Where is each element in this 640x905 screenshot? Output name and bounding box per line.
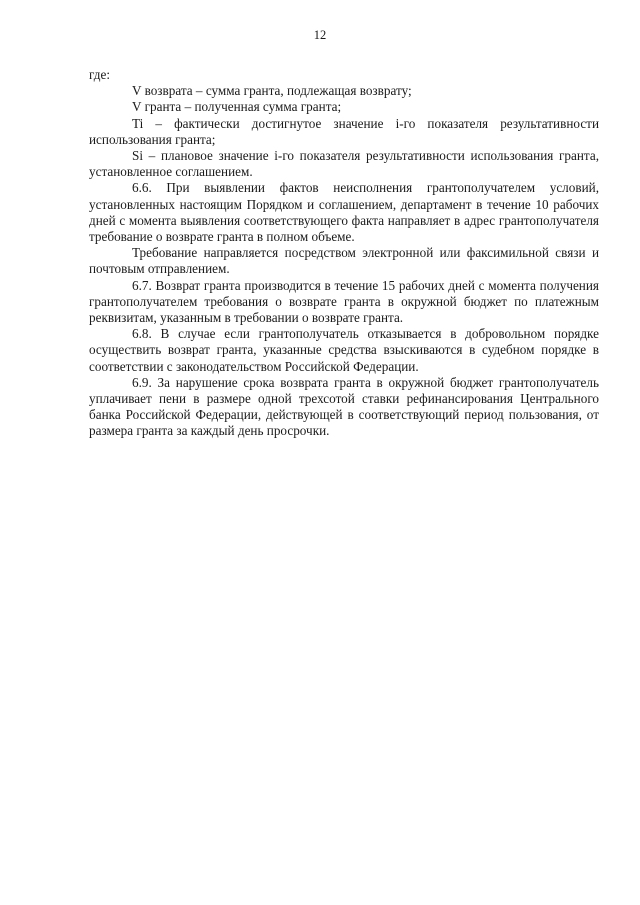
clause-6-8: 6.8. В случае если грантополучатель отказывается в добровольном порядке осуществить возврат гранта, указанные средства взыскиваются в судебном порядке в соответствии с законодательством Российской Федерации. [89, 326, 599, 374]
clause-6-6: 6.6. При выявлении фактов неисполнения грантополучателем условий, установленных настоящим Порядком и соглашением, департамент в течение 10 рабочих дней с момента выявления соответствующего факта направляет в адрес грантополучателя требование о возврате гранта в полном объеме. [89, 180, 599, 245]
definition-ti: Ti – фактически достигнутое значение i-го показателя результативности использования гранта; [89, 115, 599, 147]
page-number: 12 [313, 28, 327, 42]
definition-v-return: V возврата – сумма гранта, подлежащая возврату; [132, 83, 412, 99]
document-body [89, 67, 599, 440]
definition-si: Si – плановое значение i-го показателя результативности использования гранта, установленное соглашением. [89, 148, 599, 180]
clause-6-7: 6.7. Возврат гранта производится в течение 15 рабочих дней с момента получения грантополучателем требования о возврате гранта в окружной бюджет по платежным реквизитам, указанным в требовании о возврате гранта. [89, 277, 599, 326]
clause-6-9: 6.9. За нарушение срока возврата гранта в окружной бюджет грантополучатель уплачивает пени в размере одной трехсотой ставки рефинансирования Центрального банка Российской Федерации, действующей в соответствующий период пользования, от размера гранта за каждый день просрочки. [89, 374, 599, 439]
paragraph-where: где: [89, 67, 110, 82]
definition-v-grant: V гранта – полученная сумма гранта; [132, 99, 342, 115]
clause-6-6-requirement: Требование направляется посредством электронной или факсимильной связи и почтовым отправлением. [89, 245, 599, 277]
